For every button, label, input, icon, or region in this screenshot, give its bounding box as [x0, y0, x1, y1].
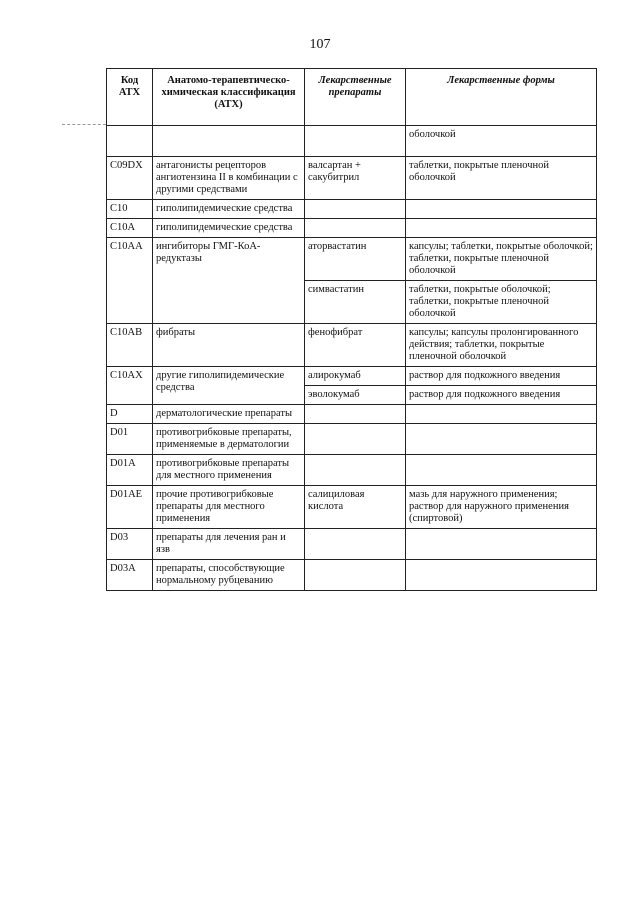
cell-classification: антагонисты рецепторов ангиотензина II в комбинации с другими средствами [153, 157, 305, 200]
cell-dosage-form [406, 560, 597, 591]
cell-dosage-form [406, 219, 597, 238]
header-forms: Лекарственные формы [406, 69, 597, 126]
cell-drug [305, 200, 406, 219]
table-row [107, 219, 597, 238]
table-header-row [107, 69, 597, 126]
table-row [107, 455, 597, 486]
cell-atc-code: D03A [107, 560, 153, 591]
cell-dosage-form [406, 529, 597, 560]
cell-drug: фенофибрат [305, 324, 406, 367]
cell-classification: препараты для лечения ран и язв [153, 529, 305, 560]
cell-drug [305, 560, 406, 591]
cell-dosage-form: раствор для подкожного введения [406, 367, 597, 386]
cell-classification: противогрибковые препараты, применяемые в дерматологии [153, 424, 305, 455]
page-number: 107 [309, 37, 331, 52]
table-row [107, 324, 597, 367]
table-row [107, 238, 597, 281]
cell-classification [153, 126, 305, 157]
cell-atc-code: C09DX [107, 157, 153, 200]
cell-drug: салициловая кислота [305, 486, 406, 529]
table-row [107, 405, 597, 424]
margin-mark [62, 124, 106, 125]
cell-atc-code: C10 [107, 200, 153, 219]
table-row [107, 424, 597, 455]
cell-classification: дерматологические препараты [153, 405, 305, 424]
cell-atc-code: D01 [107, 424, 153, 455]
cell-drug [305, 405, 406, 424]
table-row [107, 367, 597, 386]
cell-dosage-form [406, 455, 597, 486]
cell-drug [305, 219, 406, 238]
cell-dosage-form: таблетки, покрытые оболочкой; таблетки, покрытые пленочной оболочкой [406, 281, 597, 324]
cell-atc-code: C10AA [107, 238, 153, 324]
cell-classification: другие гиполипидемические средства [153, 367, 305, 405]
table-row [107, 126, 597, 157]
cell-classification: противогрибковые препараты для местного применения [153, 455, 305, 486]
cell-dosage-form: оболочкой [406, 126, 597, 157]
cell-drug [305, 455, 406, 486]
header-classification: Анатомо-терапевтическо-химическая классификация (АТХ) [153, 69, 305, 126]
cell-drug [305, 424, 406, 455]
cell-atc-code: C10AX [107, 367, 153, 405]
cell-drug: валсартан + сакубитрил [305, 157, 406, 200]
table-row [107, 486, 597, 529]
cell-atc-code: D [107, 405, 153, 424]
cell-atc-code [107, 126, 153, 157]
cell-drug: аторвастатин [305, 238, 406, 281]
cell-drug [305, 126, 406, 157]
header-drugs: Лекарственные препараты [305, 69, 406, 126]
cell-dosage-form [406, 405, 597, 424]
cell-classification: гиполипидемические средства [153, 200, 305, 219]
cell-dosage-form [406, 424, 597, 455]
cell-dosage-form: раствор для подкожного введения [406, 386, 597, 405]
cell-atc-code: D01A [107, 455, 153, 486]
atc-table [106, 68, 597, 591]
table-row [107, 529, 597, 560]
cell-drug: эволокумаб [305, 386, 406, 405]
header-code: Код АТХ [107, 69, 153, 126]
cell-atc-code: C10A [107, 219, 153, 238]
cell-dosage-form: мазь для наружного применения; раствор для наружного применения (спиртовой) [406, 486, 597, 529]
cell-drug: симвастатин [305, 281, 406, 324]
cell-dosage-form [406, 200, 597, 219]
cell-dosage-form: капсулы; капсулы пролонгированного действия; таблетки, покрытые пленочной оболочкой [406, 324, 597, 367]
cell-drug [305, 529, 406, 560]
cell-classification: препараты, способствующие нормальному рубцеванию [153, 560, 305, 591]
table-row [107, 560, 597, 591]
cell-drug: алирокумаб [305, 367, 406, 386]
cell-classification: прочие противогрибковые препараты для местного применения [153, 486, 305, 529]
cell-atc-code: D01AE [107, 486, 153, 529]
cell-dosage-form: капсулы; таблетки, покрытые оболочкой; таблетки, покрытые пленочной оболочкой [406, 238, 597, 281]
table-body [107, 126, 597, 591]
cell-atc-code: D03 [107, 529, 153, 560]
cell-classification: фибраты [153, 324, 305, 367]
cell-dosage-form: таблетки, покрытые пленочной оболочкой [406, 157, 597, 200]
table-row [107, 157, 597, 200]
table-row [107, 200, 597, 219]
cell-classification: ингибиторы ГМГ-КоА-редуктазы [153, 238, 305, 324]
cell-atc-code: C10AB [107, 324, 153, 367]
cell-classification: гиполипидемические средства [153, 219, 305, 238]
